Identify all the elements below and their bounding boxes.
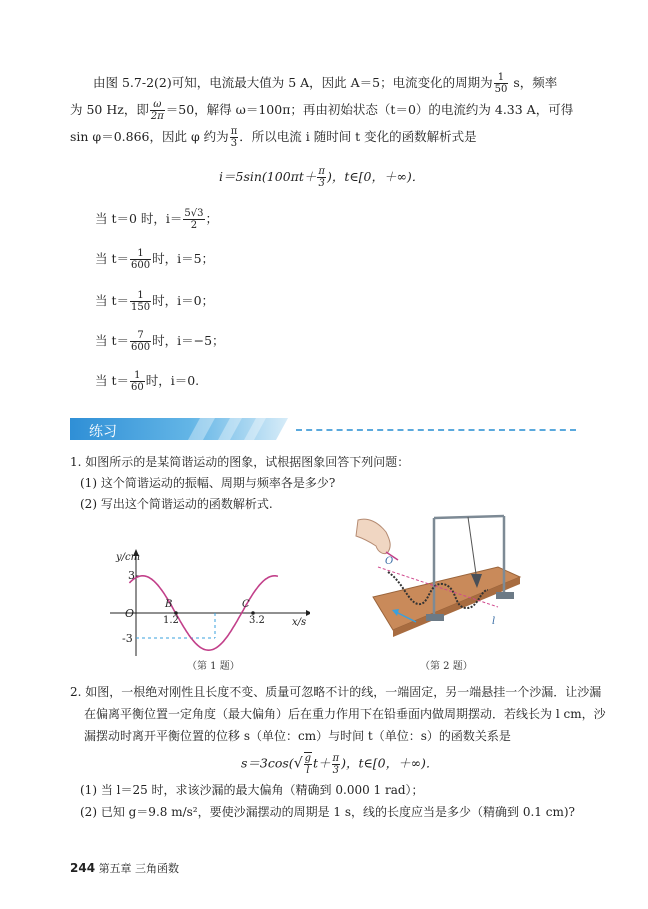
fraction: $\frac{\pi}{3}$ <box>230 126 238 149</box>
q1-part2: (2) 写出这个简谐运动的函数解析式. <box>80 497 273 511</box>
para1-line1: 由图 5.7-2(2)可知，电流最大值为 5 A，因此 A＝5；电流变化的周期为 $\frac{1}{50}$ s，频率 <box>93 72 558 95</box>
stand-crossbar <box>434 516 504 518</box>
x-tick-1-2: 1.2 <box>163 615 179 626</box>
origin-label: O <box>125 607 135 620</box>
q2-line3: 漏摆动时离开平衡位置的位移 s（单位：cm）与时间 t（单位：s）的函数关系是 <box>84 729 511 743</box>
case-line: 当 t＝ $\frac{1}{600}$ 时，i＝5； <box>95 248 215 271</box>
stand-base-left <box>426 614 444 621</box>
fraction: $\frac{7}{600}$ <box>131 330 151 353</box>
exercise-title: 练习 <box>89 424 117 440</box>
caption-figure-2: （第 2 题） <box>420 661 473 672</box>
pendulum-label-l: l <box>492 616 496 627</box>
x-tick-3-2: 3.2 <box>249 615 265 626</box>
case-line: 当 t＝ $\frac{1}{150}$ 时，i＝0； <box>95 290 215 313</box>
q2-part1: (1) 当 l＝25 时，求该沙漏的最大偏角（精确到 0.000 1 rad）； <box>80 783 424 797</box>
chapter-title: 第五章 三角函数 <box>98 862 180 875</box>
fraction: $\frac{1}{60}$ <box>131 370 144 393</box>
q1-stem: 1. 如图所示的是某简谐运动的图象，试根据图象回答下列问题： <box>70 455 410 469</box>
case-line: 当 t＝ $\frac{1}{60}$ 时，i＝0. <box>95 370 200 393</box>
banner-dashed-line <box>296 429 576 431</box>
formula-current: i＝5sin(100πt＋ $\frac{\pi}{3}$ )，t∈[0，＋∞)． <box>219 166 425 189</box>
fraction: $\frac{\omega}{2\pi}$ <box>150 99 164 122</box>
case-line: 当 t＝ $\frac{7}{600}$ 时，i＝−5； <box>95 330 225 353</box>
y-axis-label: y/cm <box>116 552 141 563</box>
fraction: $\frac{1}{50}$ <box>494 72 508 95</box>
y-tick-neg3: -3 <box>122 632 133 645</box>
case-line: 当 t＝0 时，i＝ $\frac{5√3}{2}$ ； <box>95 208 219 231</box>
q1-part1: (1) 这个简谐运动的振幅、周期与频率各是多少? <box>80 476 336 490</box>
fraction: $\frac{1}{150}$ <box>131 290 151 313</box>
q2-part2: (2) 已知 g＝9.8 m/s²，要使沙漏摆动的周期是 1 s，线的长度应当是多少（精确到 0.1 cm)? <box>80 805 575 819</box>
x-axis-label: x/s <box>292 617 307 628</box>
para1-line2: 为 50 Hz，即 $\frac{\omega}{2\pi}$ ＝50，解得 ω＝100π；再由初始状态（t＝0）的电流约为 4.33 A，可得 <box>70 99 574 122</box>
fraction: $\frac{1}{600}$ <box>131 248 151 271</box>
fraction: $\frac{5√3}{2}$ <box>184 208 204 231</box>
formula-displacement: s＝3cos(√ $\frac{g}{l}$ t＋ $\frac{\pi}{3}$ )，t∈[0，＋∞)． <box>241 752 439 776</box>
fraction: $\frac{\pi}{3}$ <box>332 752 340 776</box>
sqrt-fraction: $\frac{g}{l}$ <box>304 753 312 776</box>
hand-icon <box>356 519 390 553</box>
stand-base-right <box>496 592 514 599</box>
para1-line3: sin φ＝0.866，因此 φ 约为 $\frac{\pi}{3}$ ．所以电流 i 随时间 t 变化的函数解析式是 <box>70 126 477 149</box>
page-footer <box>70 860 179 876</box>
point-b-label: B <box>165 599 173 610</box>
fraction: $\frac{\pi}{3}$ <box>318 166 325 189</box>
q2-line1: 2. 如图，一根绝对刚性且长度不变、质量可忽略不计的线，一端固定，另一端悬挂一个沙漏．让沙漏 <box>70 685 602 699</box>
x-axis-arrow <box>306 610 310 616</box>
q2-line2: 在偏离平衡位置一定角度（最大偏角）后在重力作用下在铅垂面内做周期摆动．若线长为 l cm，沙 <box>84 707 606 721</box>
y-tick-3: 3 <box>128 569 135 582</box>
point-c-label: C <box>242 599 250 610</box>
pendulum-label-o: O <box>385 556 394 567</box>
pendulum-illustration <box>348 512 548 657</box>
caption-figure-1: （第 1 题） <box>187 661 240 672</box>
pendulum-string <box>468 517 476 574</box>
page-number: 244 <box>70 861 96 875</box>
